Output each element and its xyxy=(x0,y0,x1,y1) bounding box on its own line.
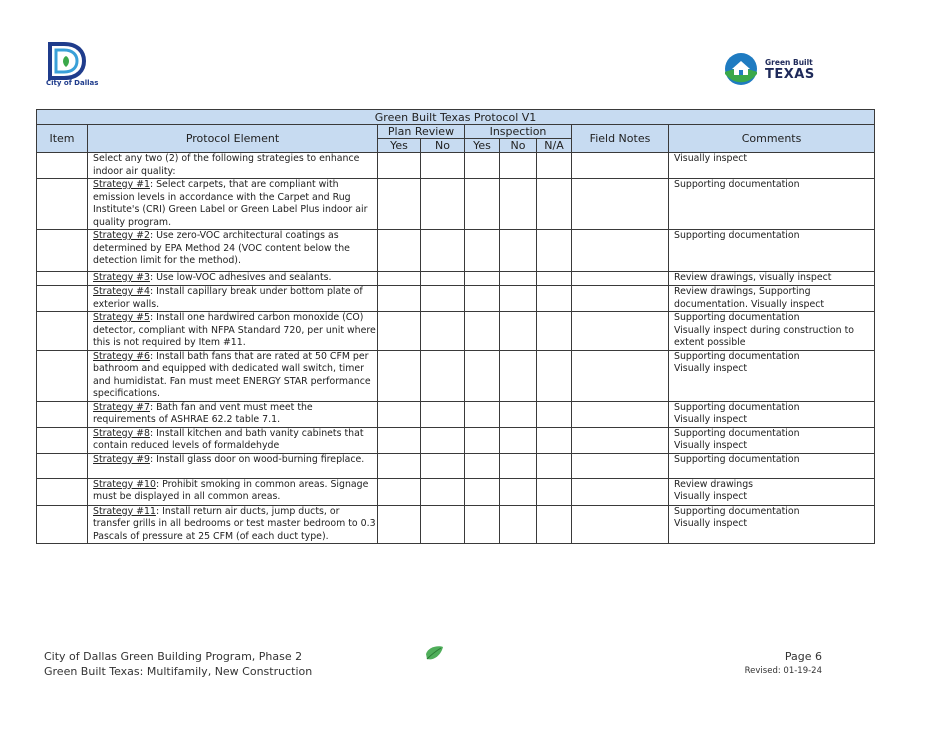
insp-na-cell xyxy=(537,153,572,179)
field-notes-cell xyxy=(572,478,669,505)
plan-yes-cell xyxy=(378,286,421,312)
plan-no-cell xyxy=(421,478,465,505)
insp-yes-cell xyxy=(465,427,500,453)
insp-no-cell xyxy=(500,401,537,427)
logo-caption: City of Dallas xyxy=(46,79,99,87)
col-header-insp-yes: Yes xyxy=(465,139,500,153)
insp-na-cell xyxy=(537,350,572,401)
table-row xyxy=(37,401,875,427)
item-cell xyxy=(37,153,88,179)
col-header-plan-yes: Yes xyxy=(378,139,421,153)
strategy-text: : Bath fan and vent must meet the requirements of ASHRAE 62.2 table 7.1. xyxy=(93,401,313,425)
plan-yes-cell xyxy=(378,179,421,230)
strategy-label: Strategy #3 xyxy=(93,272,150,283)
comments-cell: Supporting documentation xyxy=(669,179,875,230)
insp-na-cell xyxy=(537,401,572,427)
field-notes-cell xyxy=(572,312,669,351)
plan-yes-cell xyxy=(378,312,421,351)
col-header-field-notes: Field Notes xyxy=(572,125,669,153)
plan-yes-cell xyxy=(378,453,421,478)
strategy-text: : Install one hardwired carbon monoxide (CO) detector, compliant with NFPA Standard 720, per unit where this is not required by Item #11. xyxy=(93,312,376,348)
table-row xyxy=(37,230,875,272)
field-notes-cell xyxy=(572,427,669,453)
col-header-insp-no: No xyxy=(500,139,537,153)
item-cell xyxy=(37,350,88,401)
field-notes-cell xyxy=(572,453,669,478)
page-number: Page 6 xyxy=(784,650,822,663)
insp-no-cell xyxy=(500,153,537,179)
table-row xyxy=(37,453,875,478)
insp-yes-cell xyxy=(465,505,500,544)
table-row xyxy=(37,427,875,453)
footer-line-2: Green Built Texas: Multifamily, New Construction xyxy=(44,665,313,678)
insp-yes-cell xyxy=(465,453,500,478)
strategy-label: Strategy #7 xyxy=(93,401,150,413)
field-notes-cell xyxy=(572,179,669,230)
strategy-text: : Install glass door on wood-burning fireplace. xyxy=(149,453,365,465)
insp-no-cell xyxy=(500,505,537,544)
protocol-element-cell xyxy=(88,179,378,230)
table-row xyxy=(37,505,875,544)
insp-na-cell xyxy=(537,179,572,230)
field-notes-cell xyxy=(572,505,669,544)
item-cell xyxy=(37,286,88,312)
strategy-text: : Install capillary break under bottom plate of exterior walls. xyxy=(93,286,363,310)
strategy-label: Strategy #8 xyxy=(93,427,150,439)
protocol-element-cell xyxy=(88,312,378,351)
table-row xyxy=(37,478,875,505)
item-cell xyxy=(37,272,88,286)
plan-yes-cell xyxy=(378,153,421,179)
table-row xyxy=(37,312,875,351)
insp-yes-cell xyxy=(465,478,500,505)
protocol-element-cell xyxy=(88,505,378,544)
insp-na-cell xyxy=(537,427,572,453)
item-cell xyxy=(37,312,88,351)
plan-no-cell xyxy=(421,153,465,179)
comments-cell: Supporting documentation Visually inspect xyxy=(669,427,875,453)
strategy-label: Strategy #10 xyxy=(93,478,156,490)
protocol-element-cell xyxy=(88,453,378,478)
protocol-element-cell xyxy=(88,401,378,427)
insp-no-cell xyxy=(500,427,537,453)
insp-no-cell xyxy=(500,272,537,286)
insp-no-cell xyxy=(500,179,537,230)
house-globe-icon xyxy=(724,52,762,86)
field-notes-cell xyxy=(572,153,669,179)
insp-yes-cell xyxy=(465,401,500,427)
comments-cell: Supporting documentation xyxy=(669,230,875,272)
col-header-comments: Comments xyxy=(669,125,875,153)
insp-yes-cell xyxy=(465,230,500,272)
insp-na-cell xyxy=(537,312,572,351)
insp-yes-cell xyxy=(465,286,500,312)
insp-yes-cell xyxy=(465,272,500,286)
item-cell xyxy=(37,453,88,478)
plan-yes-cell xyxy=(378,401,421,427)
strategy-text: : Prohibit smoking in common areas. Signage must be displayed in all common areas. xyxy=(93,478,369,502)
footer-page-info xyxy=(740,649,822,679)
protocol-element-cell xyxy=(88,230,378,272)
col-header-item: Item xyxy=(37,125,88,153)
plan-no-cell xyxy=(421,401,465,427)
strategy-label: Strategy #11 xyxy=(93,505,156,517)
protocol-element-cell xyxy=(88,350,378,401)
green-built-texas-logo xyxy=(724,52,824,90)
city-of-dallas-logo xyxy=(44,42,99,88)
table-row xyxy=(37,272,875,286)
strategy-text: : Install bath fans that are rated at 50 CFM per bathroom and equipped with dedicated wall switch, timer and humidistat. Fan must meet ENERGY STAR performance specifications. xyxy=(93,350,371,399)
item-cell xyxy=(37,401,88,427)
footer-line-1: City of Dallas Green Building Program, Phase 2 xyxy=(44,650,303,663)
item-cell xyxy=(37,505,88,544)
protocol-element-cell xyxy=(88,286,378,312)
table-row xyxy=(37,286,875,312)
plan-no-cell xyxy=(421,230,465,272)
comments-cell: Visually inspect xyxy=(669,153,875,179)
strategy-text: : Install kitchen and bath vanity cabinets that contain reduced levels of formaldehyde xyxy=(93,427,364,451)
field-notes-cell xyxy=(572,272,669,286)
insp-yes-cell xyxy=(465,350,500,401)
insp-no-cell xyxy=(500,478,537,505)
plan-no-cell xyxy=(421,505,465,544)
comments-cell: Supporting documentation Visually inspect xyxy=(669,401,875,427)
insp-na-cell xyxy=(537,505,572,544)
strategy-text: : Install return air ducts, jump ducts, or transfer grills in all bedrooms or test master bedroom to 0.3 Pascals of pressure at 25 CFM (of each duct type). xyxy=(93,505,376,542)
plan-no-cell xyxy=(421,286,465,312)
leaf-icon xyxy=(424,645,444,663)
col-header-inspection: Inspection xyxy=(465,125,572,139)
insp-na-cell xyxy=(537,286,572,312)
strategy-label: Strategy #6 xyxy=(93,350,150,362)
strategy-label: Strategy #1 xyxy=(93,179,150,190)
comments-cell: Supporting documentation Visually inspect xyxy=(669,505,875,544)
plan-no-cell xyxy=(421,312,465,351)
comments-cell: Review drawings, visually inspect xyxy=(669,272,875,286)
item-cell xyxy=(37,427,88,453)
item-cell xyxy=(37,478,88,505)
field-notes-cell xyxy=(572,286,669,312)
strategy-text: : Use low-VOC adhesives and sealants. xyxy=(149,272,332,283)
insp-na-cell xyxy=(537,453,572,478)
insp-yes-cell xyxy=(465,179,500,230)
field-notes-cell xyxy=(572,350,669,401)
strategy-text: : Select carpets, that are compliant with emission levels in accordance with the Carpet and Rug Institute's (CRI) Green Label or Green Label Plus indoor air quality program. xyxy=(93,179,368,228)
plan-yes-cell xyxy=(378,427,421,453)
plan-no-cell xyxy=(421,427,465,453)
protocol-element-cell xyxy=(88,427,378,453)
insp-na-cell xyxy=(537,478,572,505)
table-row xyxy=(37,350,875,401)
protocol-element-cell xyxy=(88,478,378,505)
field-notes-cell xyxy=(572,230,669,272)
plan-no-cell xyxy=(421,179,465,230)
item-cell xyxy=(37,230,88,272)
revised-date: Revised: 01-19-24 xyxy=(744,666,822,676)
table-row xyxy=(37,179,875,230)
col-header-plan-review: Plan Review xyxy=(378,125,465,139)
footer-program-info xyxy=(44,649,312,679)
table-row xyxy=(37,153,875,179)
col-header-insp-na: N/A xyxy=(537,139,572,153)
protocol-element-cell xyxy=(88,153,378,179)
strategy-text: : Use zero-VOC architectural coatings as determined by EPA Method 24 (VOC content below the detection limit for the method). xyxy=(93,230,350,266)
dallas-d-icon xyxy=(44,42,88,80)
protocol-table xyxy=(36,109,875,544)
comments-cell: Supporting documentation Visually inspect xyxy=(669,350,875,401)
plan-yes-cell xyxy=(378,230,421,272)
plan-yes-cell xyxy=(378,350,421,401)
plan-yes-cell xyxy=(378,272,421,286)
table-title: Green Built Texas Protocol V1 xyxy=(37,110,875,125)
comments-cell: Review drawings, Supporting documentation. Visually inspect xyxy=(669,286,875,312)
plan-yes-cell xyxy=(378,478,421,505)
plan-yes-cell xyxy=(378,505,421,544)
insp-yes-cell xyxy=(465,153,500,179)
strategy-label: Strategy #2 xyxy=(93,230,150,241)
col-header-plan-no: No xyxy=(421,139,465,153)
field-notes-cell xyxy=(572,401,669,427)
comments-cell: Supporting documentation xyxy=(669,453,875,478)
comments-cell: Review drawings Visually inspect xyxy=(669,478,875,505)
comments-cell: Supporting documentation Visually inspect during construction to extent possible xyxy=(669,312,875,351)
strategy-text: Select any two (2) of the following strategies to enhance indoor air quality: xyxy=(93,153,360,177)
logo-text-green-built: Green Built xyxy=(765,58,813,67)
insp-no-cell xyxy=(500,286,537,312)
protocol-element-cell xyxy=(88,272,378,286)
insp-yes-cell xyxy=(465,312,500,351)
strategy-label: Strategy #5 xyxy=(93,312,150,323)
col-header-protocol-element: Protocol Element xyxy=(88,125,378,153)
insp-no-cell xyxy=(500,350,537,401)
strategy-label: Strategy #9 xyxy=(93,453,150,465)
plan-no-cell xyxy=(421,453,465,478)
insp-na-cell xyxy=(537,230,572,272)
insp-na-cell xyxy=(537,272,572,286)
insp-no-cell xyxy=(500,453,537,478)
logo-text-texas: TEXAS xyxy=(765,67,815,82)
strategy-label: Strategy #4 xyxy=(93,286,150,297)
insp-no-cell xyxy=(500,312,537,351)
insp-no-cell xyxy=(500,230,537,272)
plan-no-cell xyxy=(421,272,465,286)
plan-no-cell xyxy=(421,350,465,401)
item-cell xyxy=(37,179,88,230)
